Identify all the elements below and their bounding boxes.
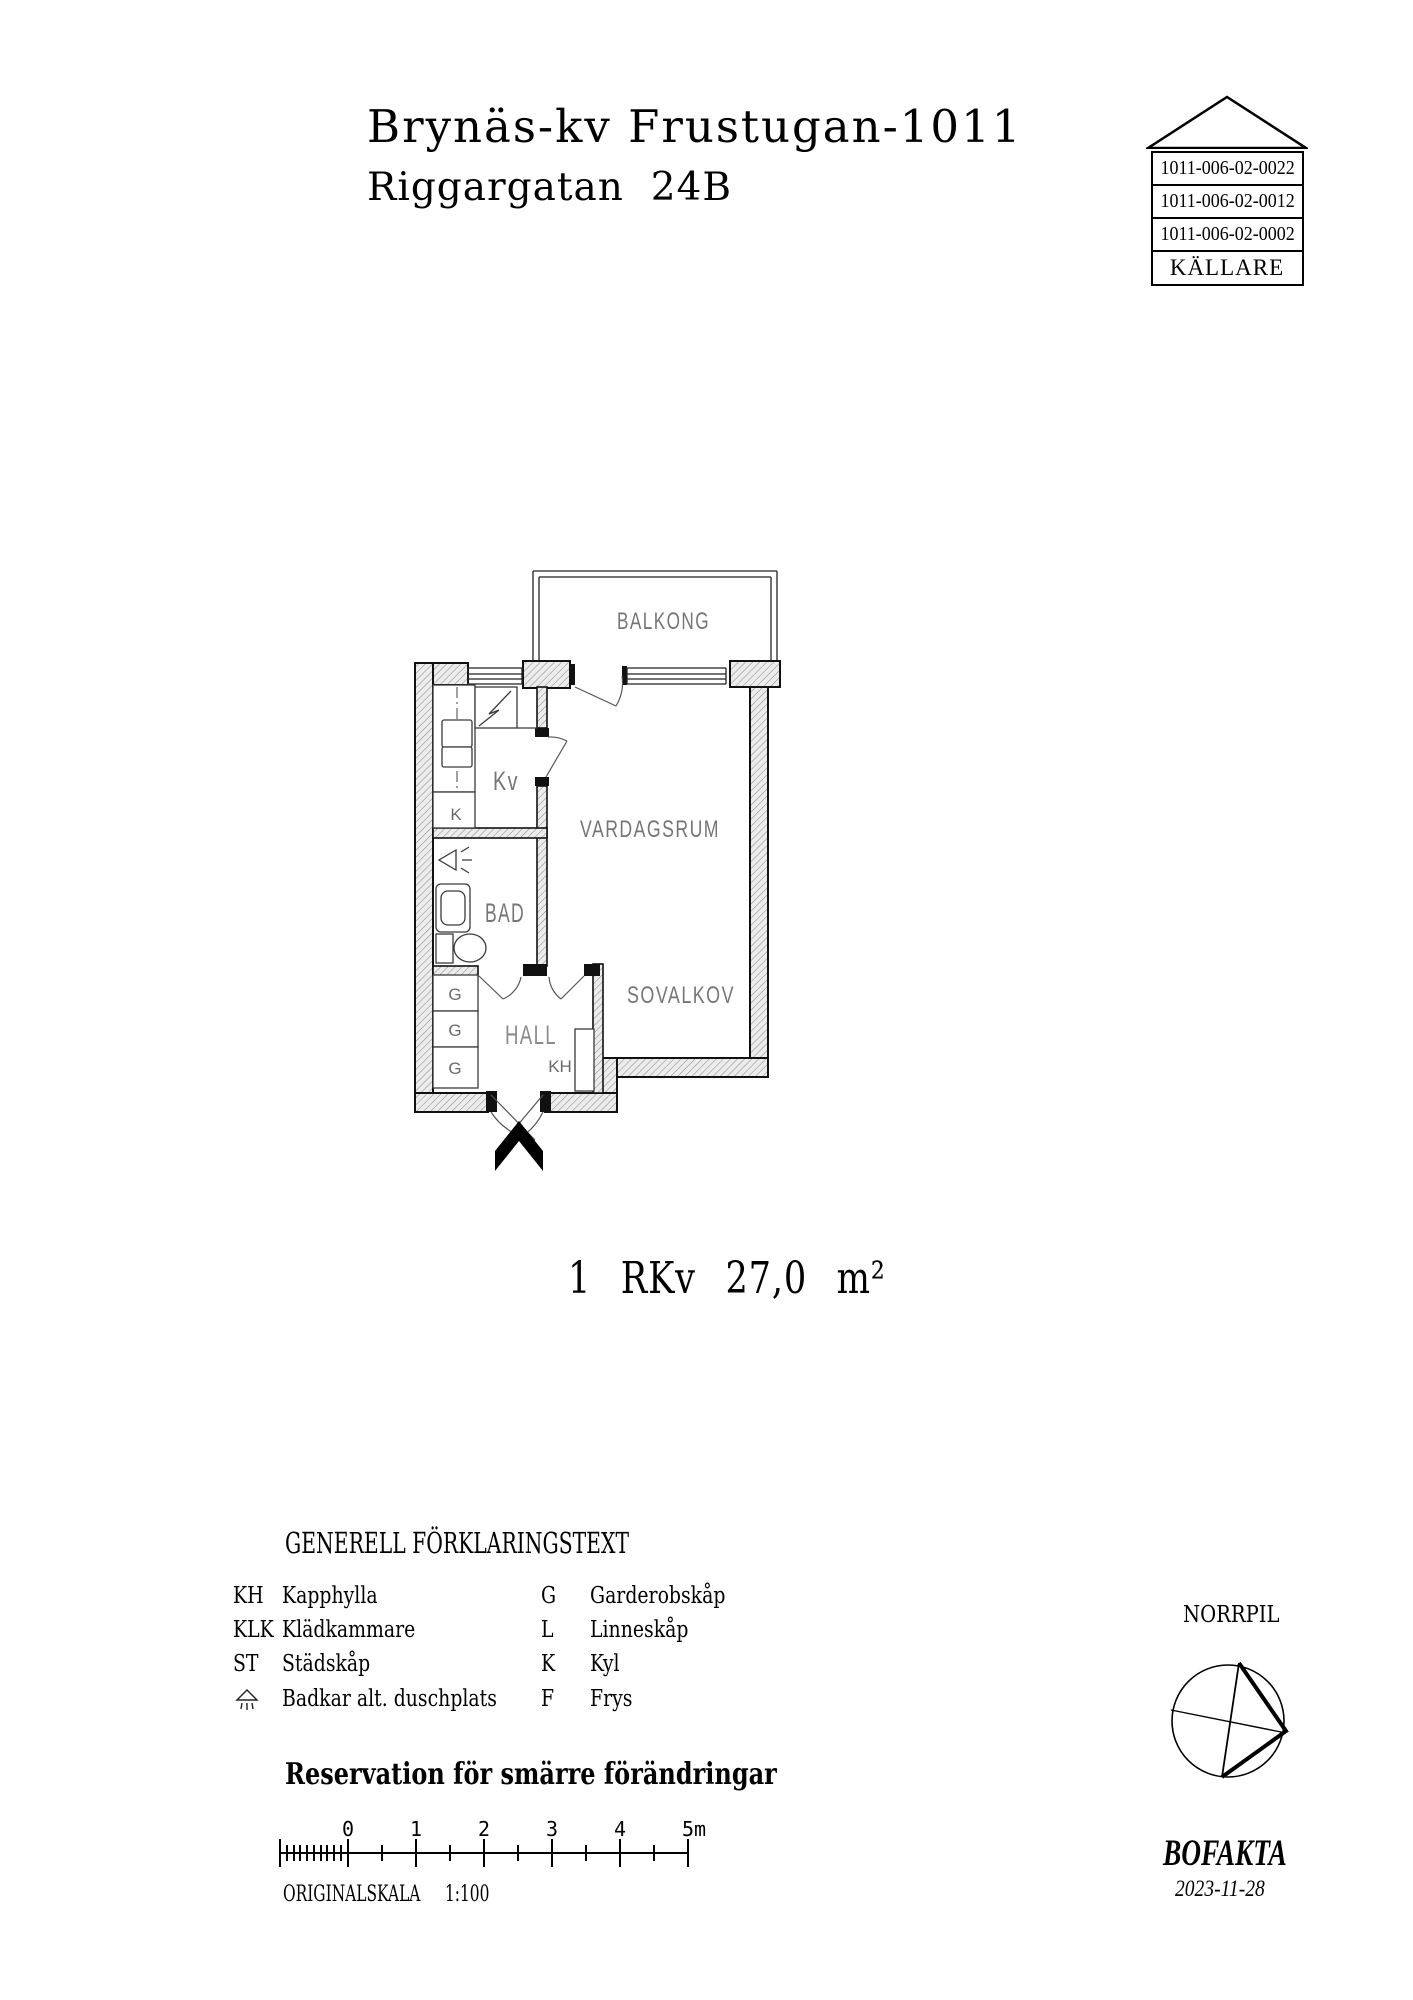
north-arrow-label: NORRPIL [1183, 1602, 1280, 1628]
scale-tick-5m: 5m [681, 1817, 707, 1841]
floor-selector [1146, 95, 1308, 286]
floor-selector-basement[interactable]: KÄLLARE [1151, 250, 1304, 286]
scale-tick-2: 2 [477, 1817, 491, 1841]
shower-icon [233, 1686, 263, 1713]
coat-rack-icon [575, 1029, 594, 1091]
washbasin-icon [441, 891, 465, 925]
sink-icon [442, 747, 472, 767]
legend-item-l: L Linneskåp [541, 1617, 689, 1643]
apartment-area-label: 1 RKv 27,0 m² [567, 1253, 886, 1304]
bathroom-fixtures [436, 847, 486, 963]
street-address: Riggargatan 24B [367, 165, 733, 210]
brand-logo-text: BOFAKTA [1163, 1833, 1287, 1874]
legend-item-kh: KH Kapphylla [233, 1583, 378, 1609]
legend-item-klk: KLK Klädkammare [233, 1617, 416, 1643]
legend-item-f: F Frys [541, 1686, 633, 1712]
fridge-label: K [450, 805, 462, 824]
scale-bar [270, 1812, 730, 1876]
scale-tick-0: 0 [341, 1817, 355, 1841]
room-label-living-room: VARDAGSRUM [580, 816, 720, 843]
entrance-arrow-icon [495, 1121, 543, 1171]
legend-item-g: G Garderobskåp [541, 1583, 726, 1609]
wardrobe-label: G [448, 1059, 462, 1078]
disclaimer-text: Reservation för smärre förändringar [285, 1757, 777, 1792]
legend-title: GENERELL FÖRKLARINGSTEXT [285, 1526, 629, 1560]
legend-item-st: ST Städskåp [233, 1651, 371, 1677]
floor-plan-drawing [380, 430, 820, 1190]
room-label-kitchenette: Kv [493, 766, 519, 796]
room-label-sleeping-alcove: SOVALKOV [627, 982, 735, 1009]
scale-tick-1: 1 [409, 1817, 423, 1841]
toilet-icon [454, 934, 486, 962]
original-scale-label: ORIGINALSKALA 1:100 [283, 1882, 490, 1907]
house-roof-icon [1146, 95, 1308, 149]
scale-tick-4: 4 [613, 1817, 627, 1841]
wardrobe-label: G [448, 1021, 462, 1040]
kitchen-counter [433, 685, 537, 828]
page-title: Brynäs-kv Frustugan-1011 [367, 100, 1023, 153]
wardrobe-label: G [448, 985, 462, 1004]
coat-rack-label: KH [548, 1057, 572, 1076]
window-symbols [468, 668, 726, 684]
sink-icon [442, 720, 472, 747]
shower-icon [439, 847, 472, 873]
legend-item-k: K Kyl [541, 1651, 620, 1677]
floor-selector-unit-top[interactable]: 1011-006-02-0022 [1151, 151, 1304, 186]
toilet-icon [436, 934, 453, 963]
floor-selector-unit-middle[interactable]: 1011-006-02-0012 [1151, 184, 1304, 219]
legend-item-bath: Badkar alt. duschplats [233, 1686, 544, 1719]
floor-selector-unit-bottom[interactable]: 1011-006-02-0002 [1151, 217, 1304, 252]
room-label-bathroom: BAD [485, 898, 525, 928]
north-arrow-icon [1160, 1650, 1300, 1790]
scale-tick-3: 3 [545, 1817, 559, 1841]
room-label-hall: HALL [505, 1020, 557, 1050]
document-date: 2023-11-28 [1175, 1876, 1265, 1901]
room-label-balcony: BALKONG [617, 608, 710, 635]
